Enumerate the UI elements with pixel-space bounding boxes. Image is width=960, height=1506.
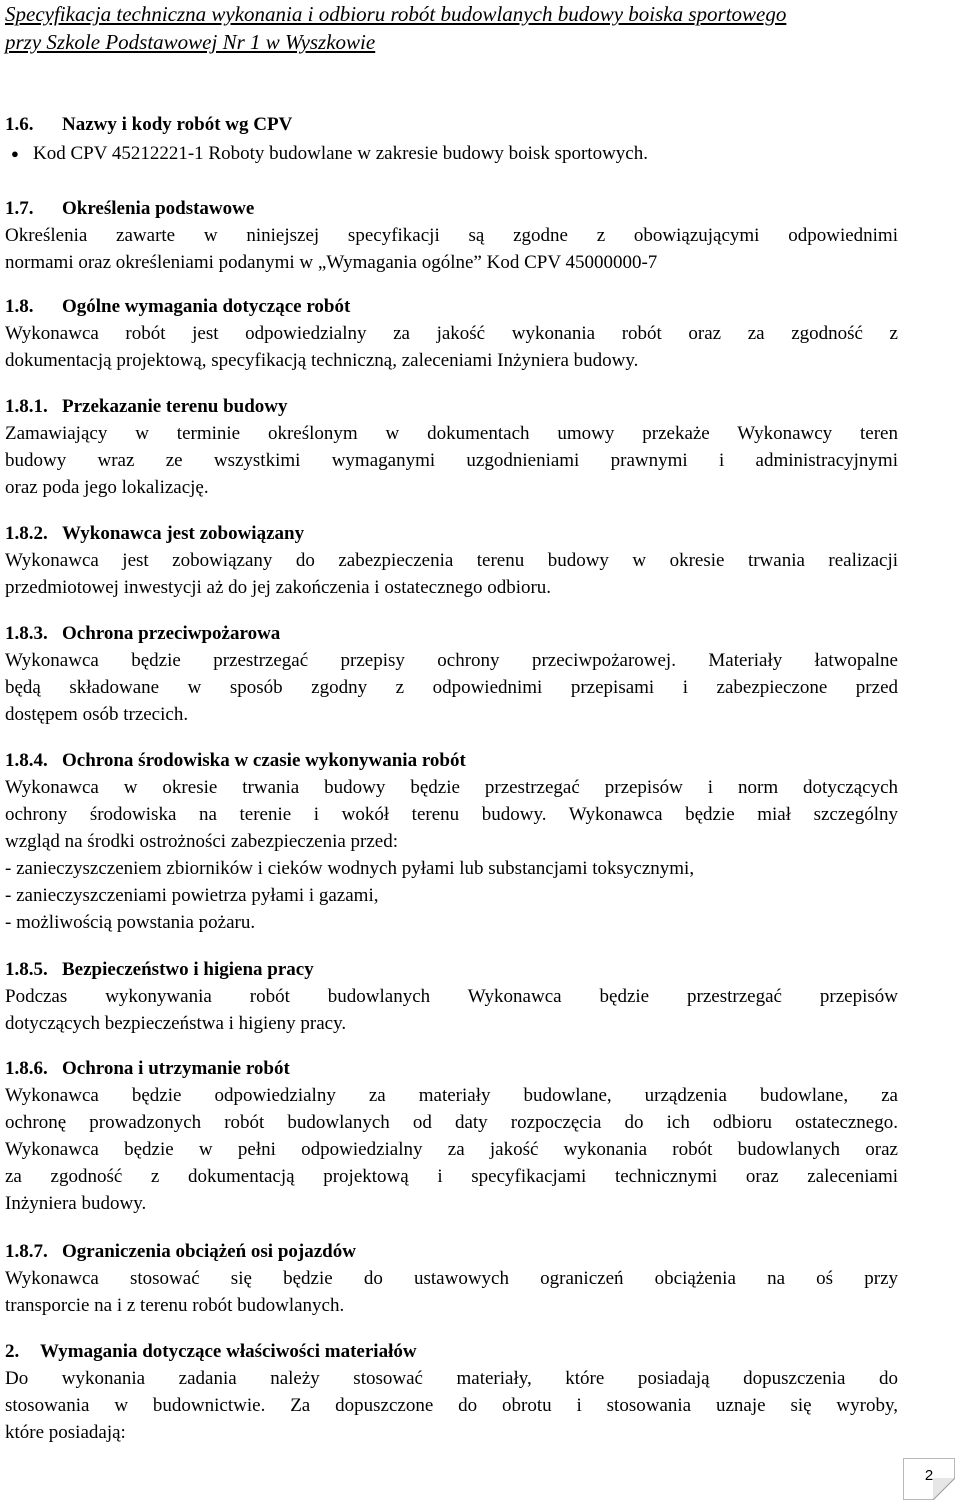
section-heading-1-6 [5, 112, 292, 138]
bullet-icon: ● [11, 146, 19, 161]
paragraph-line: transporcie na i z terenu robót budowlanych. [5, 1295, 345, 1316]
paragraph-line: Wykonawca będzie w pełni odpowiedzialny za jakość wykonania robót budowlanych oraz [5, 1139, 898, 1160]
paragraph-line: oraz poda jego lokalizację. [5, 477, 209, 498]
page-fold-icon [933, 1478, 955, 1500]
section-number: 1.8.7. [5, 1241, 48, 1262]
paragraph-line: budowy wraz ze wszystkimi wymaganymi uzgodnieniami prawnymi i administracyjnymi [5, 450, 898, 471]
section-number: 1.8.2. [5, 523, 48, 544]
section-heading-1-8-5 [5, 957, 314, 983]
bullet-item-cpv: Kod CPV 45212221-1 Roboty budowlane w zakresie budowy boisk sportowych. [33, 143, 648, 164]
paragraph-line: przedmiotowej inwestycji aż do jej zakończenia i ostatecznego odbioru. [5, 577, 552, 598]
paragraph-line: stosowania w budownictwie. Za dopuszczone do obrotu i stosowania uznaje się wyroby, [5, 1395, 898, 1416]
paragraph-line: normami oraz określeniami podanymi w „Wymagania ogólne” Kod CPV 45000000-7 [5, 252, 658, 273]
section-number: 1.6. [5, 114, 34, 135]
paragraph-line: ochrony środowiska na terenie i wokół terenu budowy. Wykonawca będzie miał szczególny [5, 804, 898, 825]
section-number: 2. [5, 1341, 20, 1362]
section-number: 1.8. [5, 296, 34, 317]
section-title: Wykonawca jest zobowiązany [62, 523, 305, 544]
section-title: Ochrona środowiska w czasie wykonywania robót [62, 750, 466, 771]
section-heading-1-8-3 [5, 621, 280, 647]
section-title: Nazwy i kody robót wg CPV [62, 114, 293, 135]
page-number-box [903, 1458, 955, 1500]
paragraph-line: będą składowane w sposób zgodny z odpowiednimi przepisami i zabezpieczone przed [5, 677, 898, 698]
paragraph-line: Zamawiający w terminie określonym w dokumentach umowy przekaże Wykonawcy teren [5, 423, 898, 444]
paragraph-line: za zgodność z dokumentacją projektową i specyfikacjami technicznymi oraz zaleceniami [5, 1166, 898, 1187]
paragraph-line: Wykonawca jest zobowiązany do zabezpieczenia terenu budowy w okresie trwania realizacji [5, 550, 898, 571]
section-heading-1-8-7 [5, 1239, 356, 1265]
section-title: Ograniczenia obciążeń osi pojazdów [62, 1241, 356, 1262]
section-title: Określenia podstawowe [62, 198, 255, 219]
paragraph-line: Wykonawca będzie odpowiedzialny za materiały budowlane, urządzenia budowlane, za [5, 1085, 898, 1106]
section-heading-1-8-1 [5, 394, 288, 420]
section-title: Przekazanie terenu budowy [62, 396, 288, 417]
section-heading-1-7 [5, 196, 254, 222]
section-heading-1-8 [5, 294, 350, 320]
paragraph-line: Wykonawca będzie przestrzegać przepisy ochrony przeciwpożarowej. Materiały łatwopalne [5, 650, 898, 671]
document-header [5, 0, 786, 56]
section-number: 1.8.3. [5, 623, 48, 644]
section-number: 1.8.6. [5, 1058, 48, 1079]
paragraph-line: dostępem osób trzecich. [5, 704, 189, 725]
section-title: Ochrona przeciwpożarowa [62, 623, 281, 644]
paragraph-line: Podczas wykonywania robót budowlanych Wykonawca będzie przestrzegać przepisów [5, 986, 898, 1007]
paragraph-line: wzgląd na środki ostrożności zabezpieczenia przed: [5, 831, 399, 852]
section-number: 1.7. [5, 198, 34, 219]
section-number: 1.8.5. [5, 959, 48, 980]
paragraph-line: Wykonawca w okresie trwania budowy będzie przestrzegać przepisów i norm dotyczących [5, 777, 898, 798]
paragraph-line: dotyczących bezpieczeństwa i higieny pracy. [5, 1013, 347, 1034]
header-line-1: Specyfikacja techniczna wykonania i odbioru robót budowlanych budowy boiska sportowego [5, 2, 787, 26]
section-title: Ogólne wymagania dotyczące robót [62, 296, 351, 317]
section-heading-2 [5, 1339, 417, 1365]
section-title: Bezpieczeństwo i higiena pracy [62, 959, 314, 980]
section-heading-1-8-6 [5, 1056, 290, 1082]
section-title: Wymagania dotyczące właściwości materiałów [40, 1341, 417, 1362]
section-heading-1-8-2 [5, 521, 304, 547]
paragraph-line: Wykonawca stosować się będzie do ustawowych ograniczeń obciążenia na oś przy [5, 1268, 898, 1289]
paragraph-line: dokumentacją projektową, specyfikacją techniczną, zaleceniami Inżyniera budowy. [5, 350, 639, 371]
paragraph-line: Wykonawca robót jest odpowiedzialny za jakość wykonania robót oraz za zgodność z [5, 323, 898, 344]
paragraph-line: ochronę prowadzonych robót budowlanych od daty rozpoczęcia do ich odbioru ostatecznego. [5, 1112, 898, 1133]
section-heading-1-8-4 [5, 748, 466, 774]
paragraph-line: które posiadają: [5, 1422, 126, 1443]
section-number: 1.8.4. [5, 750, 48, 771]
list-item: - zanieczyszczeniami powietrza pyłami i gazami, [5, 885, 379, 906]
header-line-2: przy Szkole Podstawowej Nr 1 w Wyszkowie [5, 30, 376, 54]
page-number: 2 [924, 1467, 934, 1484]
paragraph-line: Określenia zawarte w niniejszej specyfikacji są zgodne z obowiązującymi odpowiednimi [5, 225, 898, 246]
list-item: - zanieczyszczeniem zbiorników i cieków wodnych pyłami lub substancjami toksycznymi, [5, 858, 695, 879]
section-title: Ochrona i utrzymanie robót [62, 1058, 290, 1079]
paragraph-line: Inżyniera budowy. [5, 1193, 147, 1214]
section-number: 1.8.1. [5, 396, 48, 417]
list-item: - możliwością powstania pożaru. [5, 912, 256, 933]
paragraph-line: Do wykonania zadania należy stosować materiały, które posiadają dopuszczenia do [5, 1368, 898, 1389]
